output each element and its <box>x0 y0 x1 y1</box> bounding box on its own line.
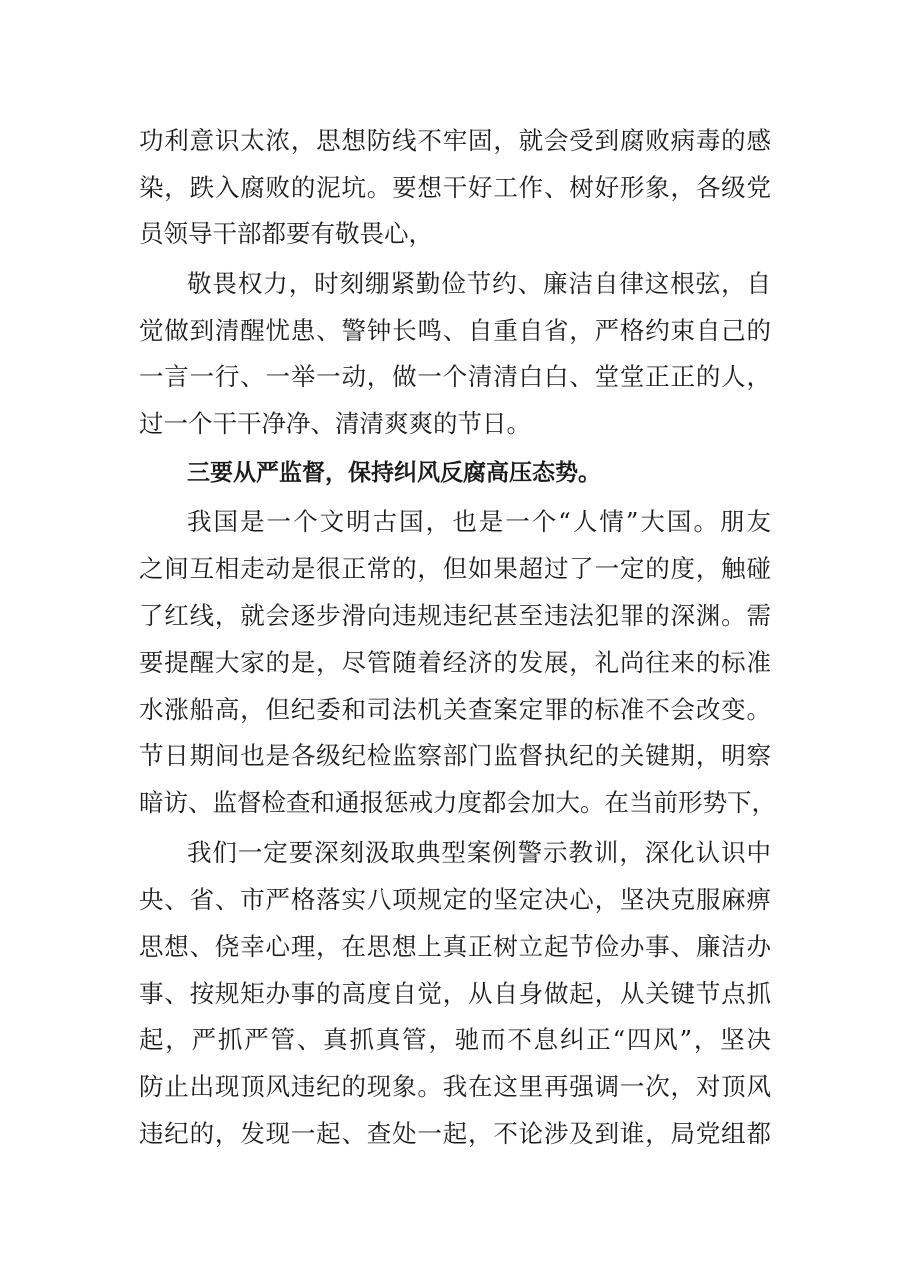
body-text-line: 了红线，就会逐步滑向违规违纪甚至违法犯罪的深渊。需 <box>139 601 771 630</box>
body-text-line: 觉做到清醒忧患、警钟长鸣、自重自省，严格约束自己的 <box>139 316 771 345</box>
body-text-line: 一言一行、一举一动，做一个清清白白、堂堂正正的人， <box>139 362 771 391</box>
body-text-line: 我们一定要深刻汲取典型案例警示教训，深化认识中 <box>187 838 771 867</box>
body-text-line: 染，跌入腐败的泥坑。要想干好工作、树好形象，各级党 <box>139 173 771 202</box>
body-text-line: 央、省、市严格落实八项规定的坚定决心，坚决克服麻痹 <box>139 885 771 914</box>
body-text-line: 违纪的，发现一起、查处一起，不论涉及到谁，局党组都 <box>139 1119 771 1148</box>
body-text-line: 防止出现顶风违纪的现象。我在这里再强调一次，对顶风 <box>139 1072 771 1101</box>
body-text-line: 水涨船高，但纪委和司法机关查案定罪的标准不会改变。 <box>139 695 771 724</box>
body-text-line: 思想、侥幸心理，在思想上真正树立起节俭办事、廉洁办 <box>139 932 771 961</box>
body-text-line: 员领导干部都要有敬畏心， <box>139 219 433 248</box>
body-text-line: 功利意识太浓，思想防线不牢固，就会受到腐败病毒的感 <box>139 126 771 155</box>
body-text-line: 我国是一个文明古国，也是一个“人情”大国。朋友 <box>187 507 771 536</box>
section-heading: 三要从严监督，保持纠风反腐高压态势。 <box>187 460 601 486</box>
body-text-line: 节日期间也是各级纪检监察部门监督执纪的关键期，明察 <box>139 741 771 770</box>
body-text-line: 之间互相走动是很正常的，但如果超过了一定的度，触碰 <box>139 554 771 583</box>
body-text-line: 事、按规矩办事的高度自觉，从自身做起，从关键节点抓 <box>139 979 771 1008</box>
body-text-line: 过一个干干净净、清清爽爽的节日。 <box>139 409 531 438</box>
body-text-line: 要提醒大家的是，尽管随着经济的发展，礼尚往来的标准 <box>139 648 771 677</box>
body-text-line: 起，严抓严管、真抓真管，驰而不息纠正“四风”，坚决 <box>139 1025 771 1054</box>
body-text-line: 敬畏权力，时刻绷紧勤俭节约、廉洁自律这根弦，自 <box>187 269 771 298</box>
body-text-line: 暗访、监督检查和通报惩戒力度都会加大。在当前形势下， <box>139 788 776 817</box>
